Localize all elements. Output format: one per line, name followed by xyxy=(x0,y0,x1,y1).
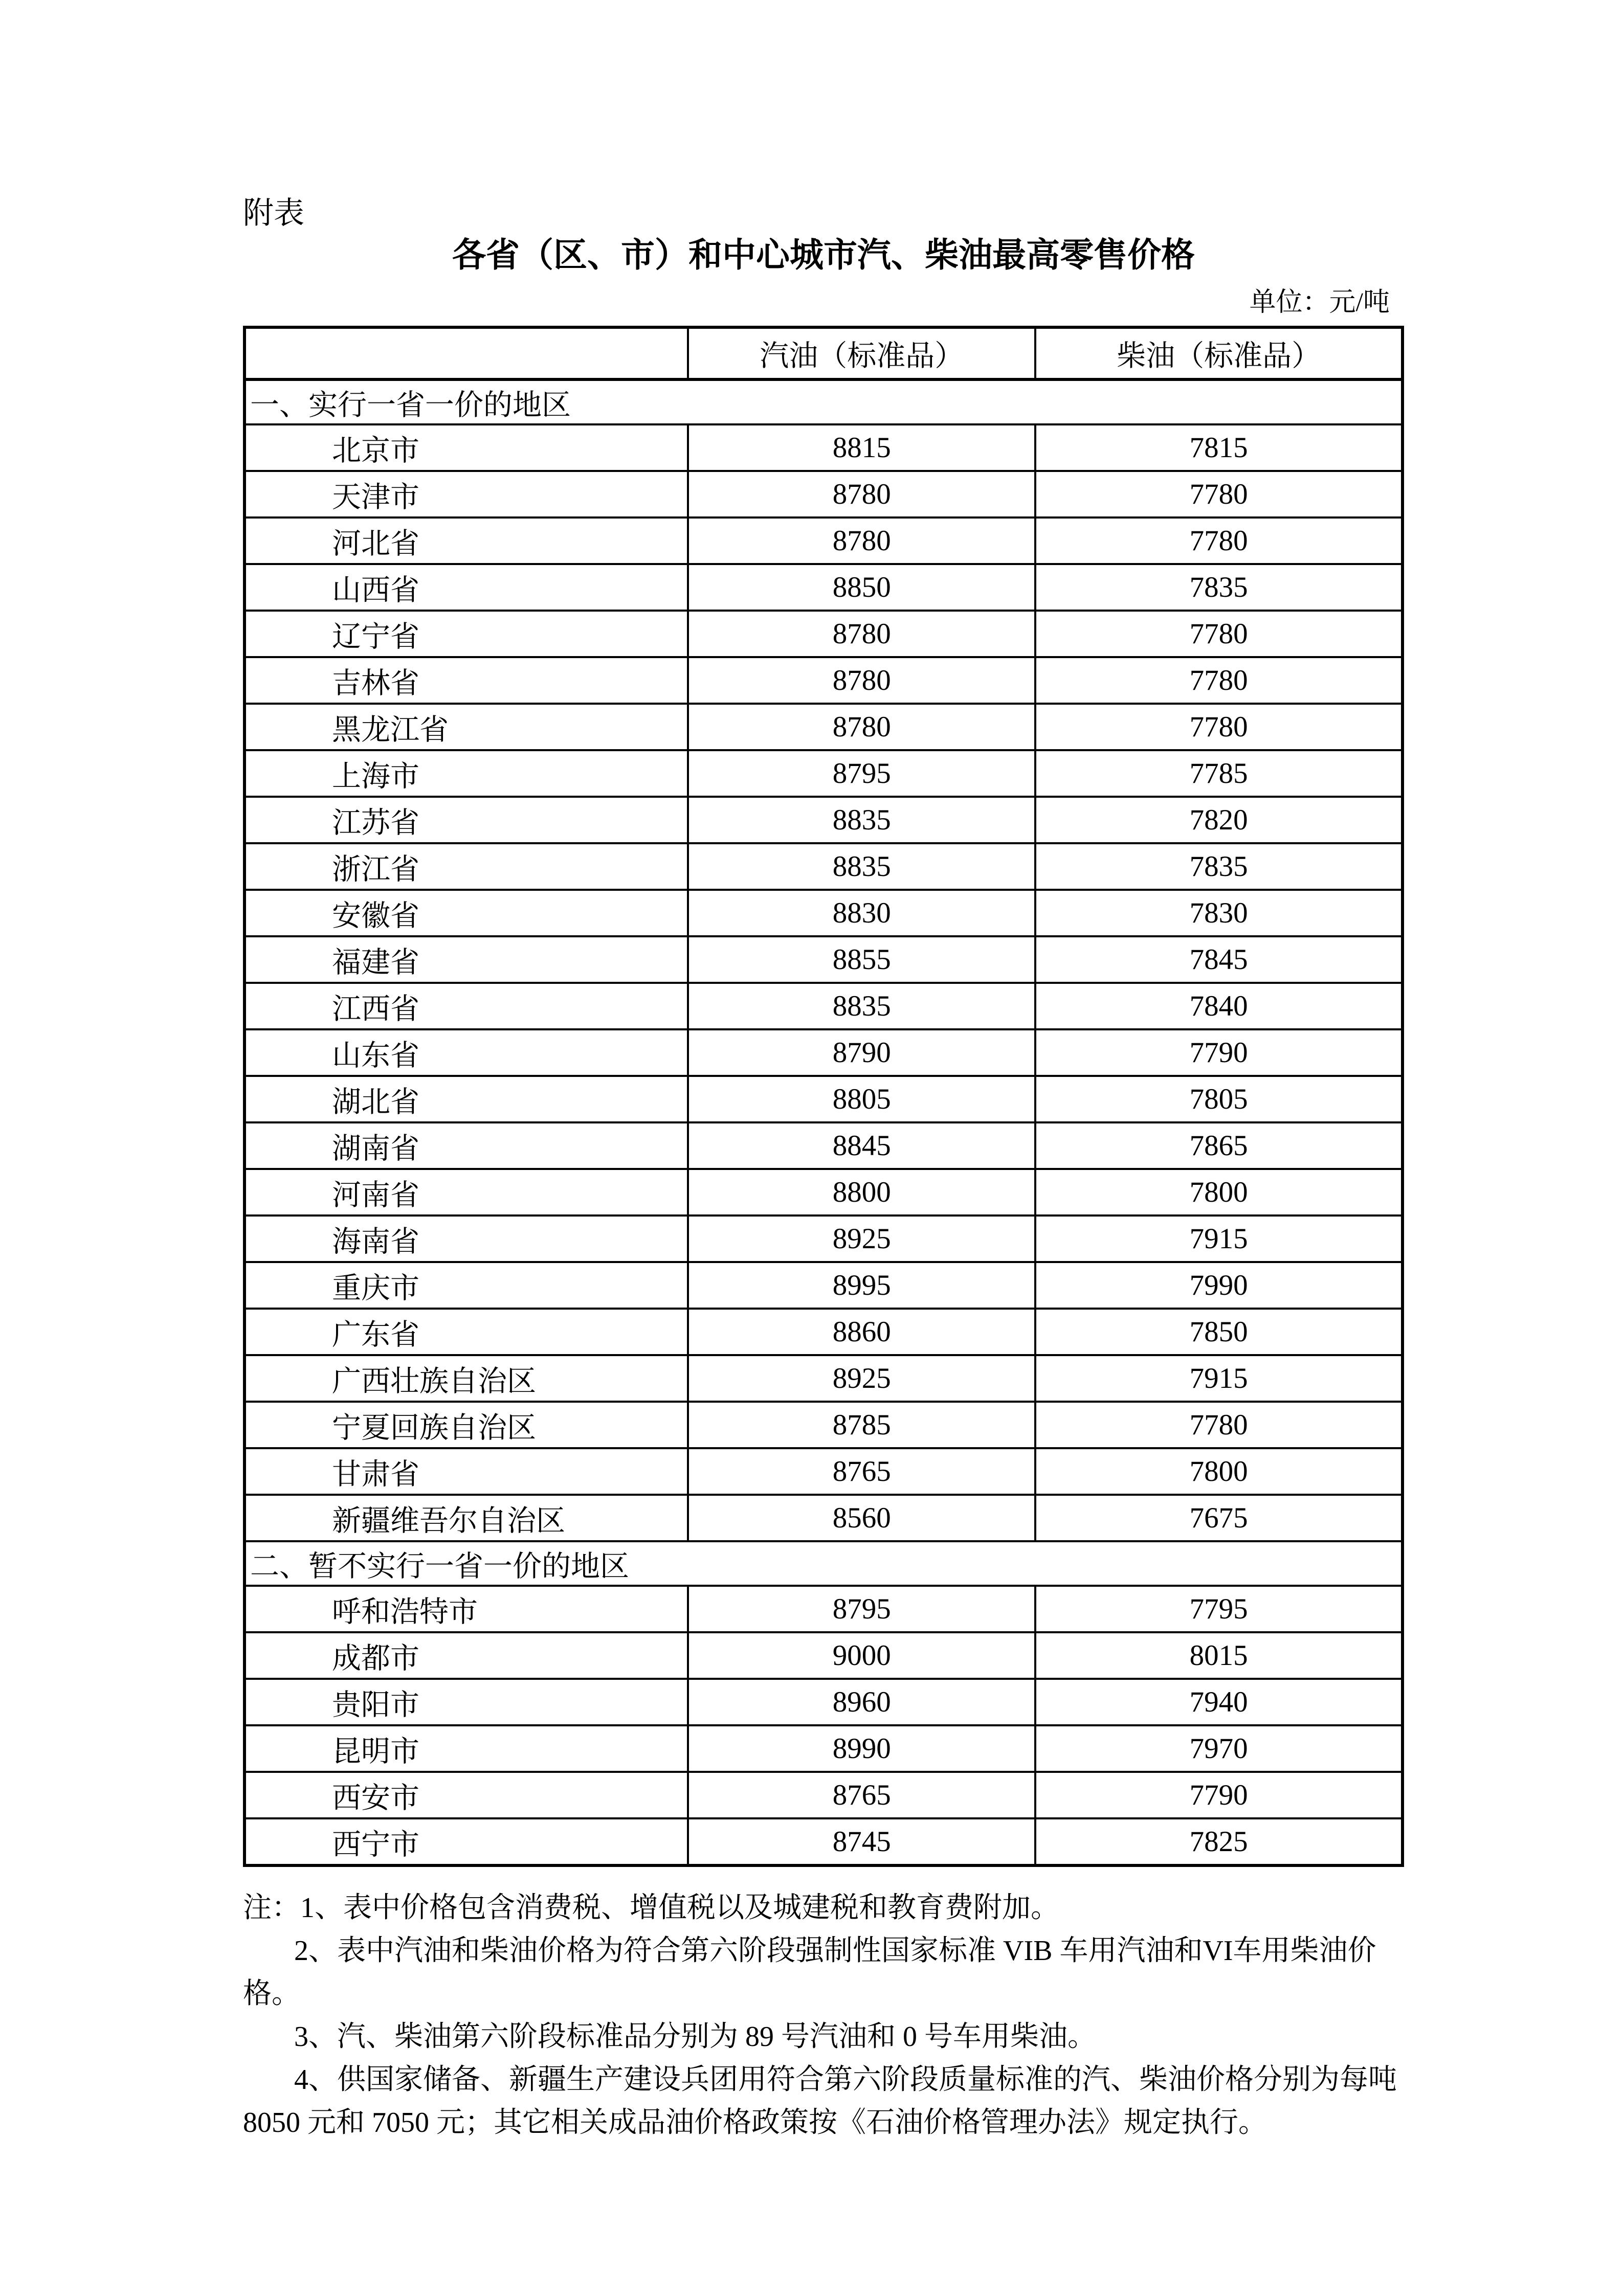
diesel-price-cell: 7915 xyxy=(1035,1355,1403,1402)
gasoline-price-cell: 8795 xyxy=(688,750,1035,797)
region-cell: 西安市 xyxy=(244,1772,688,1818)
gasoline-price-cell: 9000 xyxy=(688,1632,1035,1679)
diesel-price-cell: 7990 xyxy=(1035,1262,1403,1309)
region-cell: 重庆市 xyxy=(244,1262,688,1309)
table-row xyxy=(244,424,1403,471)
diesel-price-cell: 7780 xyxy=(1035,1402,1403,1448)
diesel-price-cell: 7780 xyxy=(1035,471,1403,517)
table-row xyxy=(244,1029,1403,1076)
diesel-price-cell: 7820 xyxy=(1035,797,1403,843)
table-row xyxy=(244,1309,1403,1355)
table-row xyxy=(244,1076,1403,1122)
section-row xyxy=(244,1541,1403,1586)
gasoline-price-cell: 8795 xyxy=(688,1586,1035,1632)
diesel-price-cell: 7780 xyxy=(1035,611,1403,657)
section-label: 一、实行一省一价的地区 xyxy=(244,379,1403,424)
table-row xyxy=(244,1772,1403,1818)
gasoline-price-cell: 8780 xyxy=(688,704,1035,750)
table-row xyxy=(244,750,1403,797)
table-row xyxy=(244,704,1403,750)
region-cell: 西宁市 xyxy=(244,1818,688,1865)
region-cell: 昆明市 xyxy=(244,1725,688,1772)
notes xyxy=(243,1886,1404,2144)
table-row xyxy=(244,1818,1403,1865)
gasoline-price-cell: 8835 xyxy=(688,983,1035,1029)
gasoline-price-cell: 8925 xyxy=(688,1215,1035,1262)
table-row xyxy=(244,1586,1403,1632)
column-header-gasoline: 汽油（标准品） xyxy=(688,327,1035,379)
diesel-price-cell: 7780 xyxy=(1035,657,1403,704)
table-row xyxy=(244,1725,1403,1772)
section-label: 二、暂不实行一省一价的地区 xyxy=(244,1541,1403,1586)
table-row xyxy=(244,1169,1403,1215)
region-cell: 山东省 xyxy=(244,1029,688,1076)
diesel-price-cell: 7790 xyxy=(1035,1772,1403,1818)
price-table xyxy=(243,326,1404,1867)
gasoline-price-cell: 8805 xyxy=(688,1076,1035,1122)
gasoline-price-cell: 8815 xyxy=(688,424,1035,471)
diesel-price-cell: 7790 xyxy=(1035,1029,1403,1076)
region-cell: 河北省 xyxy=(244,517,688,564)
section-row xyxy=(244,379,1403,424)
table-row xyxy=(244,936,1403,983)
region-cell: 天津市 xyxy=(244,471,688,517)
region-cell: 成都市 xyxy=(244,1632,688,1679)
region-cell: 江苏省 xyxy=(244,797,688,843)
gasoline-price-cell: 8785 xyxy=(688,1402,1035,1448)
table-row xyxy=(244,1402,1403,1448)
gasoline-price-cell: 8780 xyxy=(688,657,1035,704)
region-cell: 黑龙江省 xyxy=(244,704,688,750)
gasoline-price-cell: 8990 xyxy=(688,1725,1035,1772)
gasoline-price-cell: 8765 xyxy=(688,1448,1035,1495)
region-cell: 山西省 xyxy=(244,564,688,611)
diesel-price-cell: 7800 xyxy=(1035,1169,1403,1215)
region-cell: 广西壮族自治区 xyxy=(244,1355,688,1402)
gasoline-price-cell: 8860 xyxy=(688,1309,1035,1355)
gasoline-price-cell: 8850 xyxy=(688,564,1035,611)
region-cell: 呼和浩特市 xyxy=(244,1586,688,1632)
region-cell: 甘肃省 xyxy=(244,1448,688,1495)
region-cell: 吉林省 xyxy=(244,657,688,704)
note-paragraph: 4、供国家储备、新疆生产建设兵团用符合第六阶段质量标准的汽、柴油价格分别为每吨 8050 元和 7050 元；其它相关成品油价格政策按《石油价格管理办法》规定执行。 xyxy=(243,2064,1397,2139)
diesel-price-cell: 7835 xyxy=(1035,564,1403,611)
region-cell: 上海市 xyxy=(244,750,688,797)
region-cell: 湖南省 xyxy=(244,1122,688,1169)
diesel-price-cell: 7785 xyxy=(1035,750,1403,797)
region-cell: 浙江省 xyxy=(244,843,688,890)
diesel-price-cell: 7825 xyxy=(1035,1818,1403,1865)
table-row xyxy=(244,843,1403,890)
diesel-price-cell: 7840 xyxy=(1035,983,1403,1029)
gasoline-price-cell: 8790 xyxy=(688,1029,1035,1076)
attachment-label: 附表 xyxy=(243,196,304,230)
column-header-region xyxy=(244,327,688,379)
gasoline-price-cell: 8995 xyxy=(688,1262,1035,1309)
gasoline-price-cell: 8830 xyxy=(688,890,1035,936)
gasoline-price-cell: 8800 xyxy=(688,1169,1035,1215)
gasoline-price-cell: 8845 xyxy=(688,1122,1035,1169)
column-header-diesel: 柴油（标准品） xyxy=(1035,327,1403,379)
note-paragraph: 3、汽、柴油第六阶段标准品分别为 89 号汽油和 0 号车用柴油。 xyxy=(294,2021,1096,2053)
diesel-price-cell: 7845 xyxy=(1035,936,1403,983)
table-header-row xyxy=(244,327,1403,379)
region-cell: 福建省 xyxy=(244,936,688,983)
unit-label: 单位：元/吨 xyxy=(1249,288,1390,317)
region-cell: 安徽省 xyxy=(244,890,688,936)
gasoline-price-cell: 8925 xyxy=(688,1355,1035,1402)
region-cell: 海南省 xyxy=(244,1215,688,1262)
region-cell: 北京市 xyxy=(244,424,688,471)
note-paragraph: 2、表中汽油和柴油价格为符合第六阶段强制性国家标准 VIB 车用汽油和VI车用柴油价格。 xyxy=(243,1935,1376,2010)
diesel-price-cell: 8015 xyxy=(1035,1632,1403,1679)
gasoline-price-cell: 8780 xyxy=(688,517,1035,564)
table-row xyxy=(244,797,1403,843)
table-row xyxy=(244,611,1403,657)
table-row xyxy=(244,657,1403,704)
table-row xyxy=(244,1355,1403,1402)
diesel-price-cell: 7805 xyxy=(1035,1076,1403,1122)
diesel-price-cell: 7915 xyxy=(1035,1215,1403,1262)
gasoline-price-cell: 8835 xyxy=(688,843,1035,890)
table-row xyxy=(244,564,1403,611)
diesel-price-cell: 7850 xyxy=(1035,1309,1403,1355)
diesel-price-cell: 7835 xyxy=(1035,843,1403,890)
table-row xyxy=(244,1122,1403,1169)
gasoline-price-cell: 8855 xyxy=(688,936,1035,983)
region-cell: 宁夏回族自治区 xyxy=(244,1402,688,1448)
gasoline-price-cell: 8560 xyxy=(688,1495,1035,1541)
diesel-price-cell: 7830 xyxy=(1035,890,1403,936)
diesel-price-cell: 7815 xyxy=(1035,424,1403,471)
diesel-price-cell: 7865 xyxy=(1035,1122,1403,1169)
gasoline-price-cell: 8745 xyxy=(688,1818,1035,1865)
diesel-price-cell: 7940 xyxy=(1035,1679,1403,1725)
diesel-price-cell: 7795 xyxy=(1035,1586,1403,1632)
table-row xyxy=(244,983,1403,1029)
gasoline-price-cell: 8960 xyxy=(688,1679,1035,1725)
region-cell: 辽宁省 xyxy=(244,611,688,657)
diesel-price-cell: 7800 xyxy=(1035,1448,1403,1495)
table-row xyxy=(244,1679,1403,1725)
gasoline-price-cell: 8765 xyxy=(688,1772,1035,1818)
table-row xyxy=(244,1632,1403,1679)
gasoline-price-cell: 8835 xyxy=(688,797,1035,843)
region-cell: 贵阳市 xyxy=(244,1679,688,1725)
note-paragraph: 注：1、表中价格包含消费税、增值税以及城建税和教育费附加。 xyxy=(243,1892,1059,1924)
gasoline-price-cell: 8780 xyxy=(688,611,1035,657)
table-row xyxy=(244,517,1403,564)
region-cell: 新疆维吾尔自治区 xyxy=(244,1495,688,1541)
diesel-price-cell: 7780 xyxy=(1035,517,1403,564)
table-row xyxy=(244,1495,1403,1541)
document-title: 各省（区、市）和中心城市汽、柴油最高零售价格 xyxy=(452,237,1195,274)
price-table-body xyxy=(244,379,1403,1865)
diesel-price-cell: 7970 xyxy=(1035,1725,1403,1772)
region-cell: 湖北省 xyxy=(244,1076,688,1122)
table-row xyxy=(244,1262,1403,1309)
table-row xyxy=(244,890,1403,936)
table-row xyxy=(244,1448,1403,1495)
region-cell: 广东省 xyxy=(244,1309,688,1355)
diesel-price-cell: 7675 xyxy=(1035,1495,1403,1541)
table-row xyxy=(244,471,1403,517)
table-row xyxy=(244,1215,1403,1262)
gasoline-price-cell: 8780 xyxy=(688,471,1035,517)
region-cell: 河南省 xyxy=(244,1169,688,1215)
diesel-price-cell: 7780 xyxy=(1035,704,1403,750)
region-cell: 江西省 xyxy=(244,983,688,1029)
